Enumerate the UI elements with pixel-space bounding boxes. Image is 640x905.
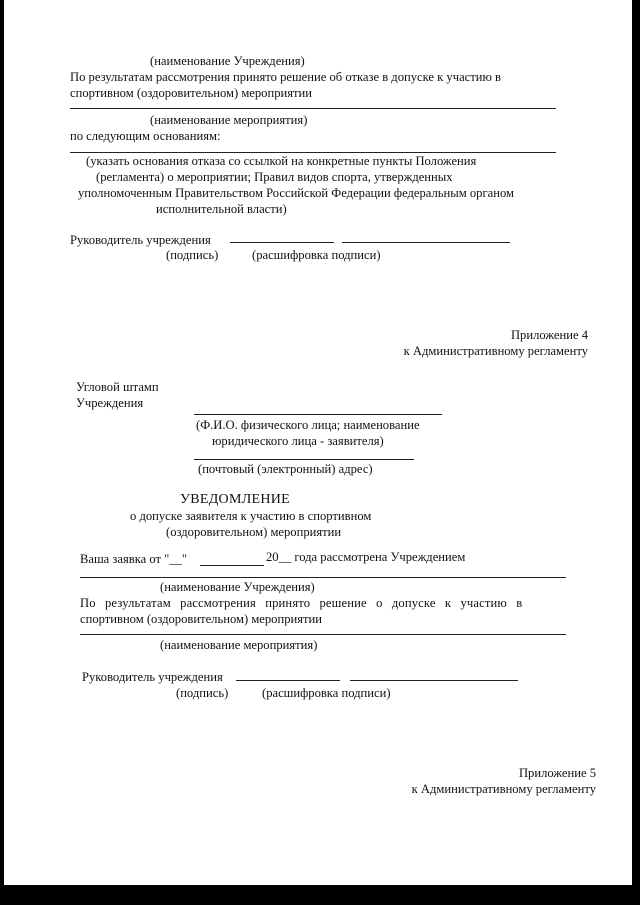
decoding-caption: (расшифровка подписи) xyxy=(252,248,381,262)
appendix4-subtitle: к Административному регламенту xyxy=(403,344,588,358)
application-year-text: 20__ года рассмотрена Учреждением xyxy=(266,550,466,564)
notice-decoding-line xyxy=(350,680,518,681)
decision-text-line1: По результатам рассмотрения принято решение об отказе в допуске к участию в xyxy=(70,70,501,84)
addressee-name-line xyxy=(194,414,442,415)
grounds-label: по следующим основаниям: xyxy=(70,129,221,143)
addressee-name-caption-line1: (Ф.И.О. физического лица; наименование xyxy=(196,418,420,432)
notice-org-line xyxy=(80,577,566,578)
notice-signature-caption: (подпись) xyxy=(176,686,229,700)
addressee-address-line xyxy=(194,459,414,460)
notice-subtitle-line2: (оздоровительном) мероприятии xyxy=(166,525,342,539)
head-label: Руководитель учреждения xyxy=(70,233,211,247)
grounds-note-line3: уполномоченным Правительством Российской Федерации федеральным органом xyxy=(78,186,514,200)
org-name-caption: (наименование Учреждения) xyxy=(150,54,305,68)
grounds-note-line4: исполнительной власти) xyxy=(156,202,287,216)
document-page xyxy=(4,0,632,885)
grounds-line xyxy=(70,152,556,153)
addressee-name-caption-line2: юридического лица - заявителя) xyxy=(212,434,384,448)
signature-line xyxy=(230,242,334,243)
notice-subtitle-line1: о допуске заявителя к участию в спортивном xyxy=(130,509,372,523)
notice-title: УВЕДОМЛЕНИЕ xyxy=(180,492,291,507)
grounds-note-line1: (указать основания отказа со ссылкой на конкретные пункты Положения xyxy=(86,154,477,168)
notice-org-caption: (наименование Учреждения) xyxy=(160,580,315,594)
notice-event-line xyxy=(80,634,566,635)
application-date-prefix: Ваша заявка от "__" xyxy=(80,552,188,566)
appendix4-title: Приложение 4 xyxy=(510,328,588,342)
addressee-address-caption: (почтовый (электронный) адрес) xyxy=(198,462,373,476)
appendix5-title: Приложение 5 xyxy=(518,766,596,780)
decoding-line xyxy=(342,242,510,243)
decision-text-line2: спортивном (оздоровительном) мероприятии xyxy=(70,86,313,100)
stamp-line1: Угловой штамп xyxy=(76,380,159,394)
stamp-line2: Учреждения xyxy=(76,396,144,410)
event-name-caption: (наименование мероприятия) xyxy=(150,113,308,127)
signature-caption: (подпись) xyxy=(166,248,219,262)
notice-decision-line1: По результатам рассмотрения принято решение о допуске к участию в xyxy=(80,596,523,610)
notice-event-caption: (наименование мероприятия) xyxy=(160,638,318,652)
appendix5-subtitle: к Административному регламенту xyxy=(411,782,596,796)
notice-head-label: Руководитель учреждения xyxy=(82,670,223,684)
event-name-line xyxy=(70,108,556,109)
notice-decision-line2: спортивном (оздоровительном) мероприятии xyxy=(80,612,323,626)
grounds-note-line2: (регламента) о мероприятии; Правил видов спорта, утвержденных xyxy=(96,170,453,184)
notice-signature-line xyxy=(236,680,340,681)
application-month-line xyxy=(200,565,264,566)
notice-decoding-caption: (расшифровка подписи) xyxy=(262,686,391,700)
